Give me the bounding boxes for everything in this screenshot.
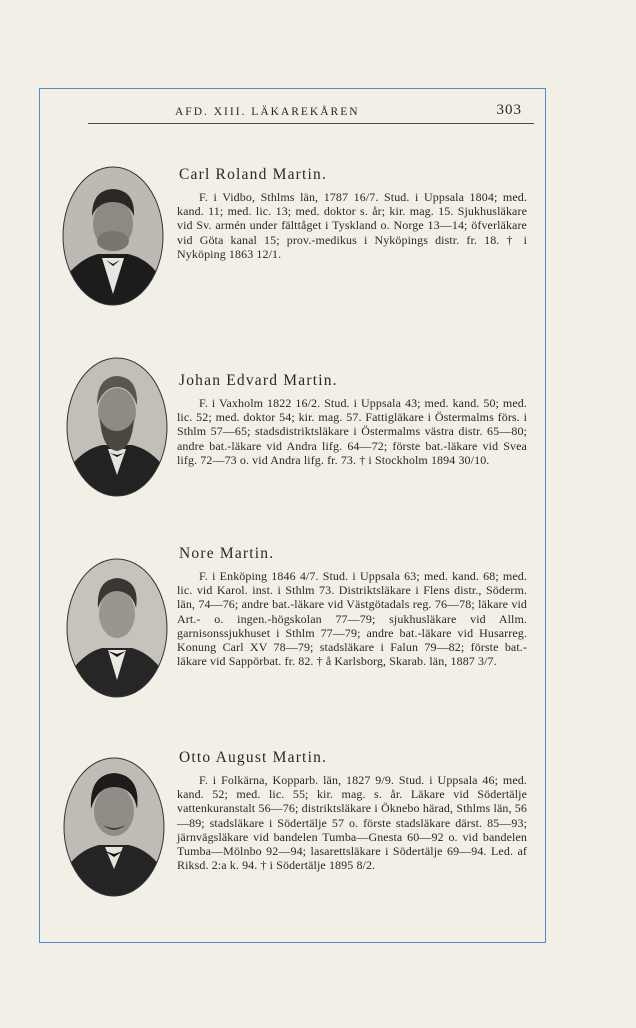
portrait-photo — [66, 357, 168, 497]
entry-text: F. i Folkärna, Kopparb. län, 1827 9/9. Stud. i Uppsala 46; med. kand. 52; med. lic. 55; kir. mag. s. år. Läkare vid Södertälje vattenkuranstalt 56—76; distriktsläkare i Öknebo härad, Sthlms län, 56—89; stadsläkare i Södertälje 57 o. förste stadsläkare därst. 85—93; järnvägsläkare vid bandelen Tumba—Gnesta 60—92 o. vid bandelen Tumba—Mölnbo 92—94; lasarettsläkare i Södertälje 69—94. Led. af Riksd. 2:a k. 94. † i Södertälje 1895 8/2. — [177, 773, 527, 873]
header-rule — [88, 123, 534, 124]
entry-name: Nore Martin. — [179, 545, 275, 562]
entry-text: F. i Vidbo, Sthlms län, 1787 16/7. Stud. i Uppsala 1804; med. kand. 11; med. lic. 13; med. doktor s. år; kir. mag. 15. Sjukhusläkare vid Sv. armén under fälttåget i Tyskland o. Norge 13—14; öfverläkare vid Göta kanal 15; prov.-medikus i Nyköpings distr. fr. 18. † i Nyköping 1863 12/1. — [177, 190, 527, 261]
entry-name: Otto August Martin. — [179, 749, 328, 766]
portrait-photo — [63, 757, 165, 897]
page-number: 303 — [496, 102, 522, 118]
entry-text: F. i Enköping 1846 4/7. Stud. i Uppsala 63; med. kand. 68; med. lic. vid Karol. inst. i Sthlm 73. Distriktsläkare i Flens distr., Söderm. län, 74—76; andre bat.-läkare vid Västgötadals reg. 76—78; läkare vid Art.- o. ingen.-högskolan 77—79; sjukhusläkare vid Allm. garnisonssjukhuset i Sthlm 77—79; andre bat.-läkare vid Husarreg. Konung Carl XV 78—79; stadsläkare i Falun 79—82; förste bat.-läkare vid Sappörbat. fr. 82. † å Karlsborg, Skarab. län, 1887 3/7. — [177, 569, 527, 669]
portrait-photo — [66, 558, 168, 698]
entry-text: F. i Vaxholm 1822 16/2. Stud. i Uppsala 43; med. kand. 50; med. lic. 52; med. doktor 54; kir. mag. 57. Fattigläkare i Östermalms förs. i Sthlm 57—65; stadsdistriktsläkare i Östermalms västra distr. 65—80; andre bat.-läkare vid Andra lifg. 64—72; förste bat.-läkare vid Svea lifg. 72—73 o. vid Andra lifg. fr. 73. † i Stockholm 1894 30/10. — [177, 396, 527, 467]
entry-name: Johan Edvard Martin. — [179, 372, 338, 389]
entry-name: Carl Roland Martin. — [179, 166, 328, 183]
portrait-photo — [62, 166, 164, 306]
running-head-title: AFD. XIII. LÄKAREKÅREN — [175, 106, 360, 118]
running-header — [40, 100, 530, 124]
